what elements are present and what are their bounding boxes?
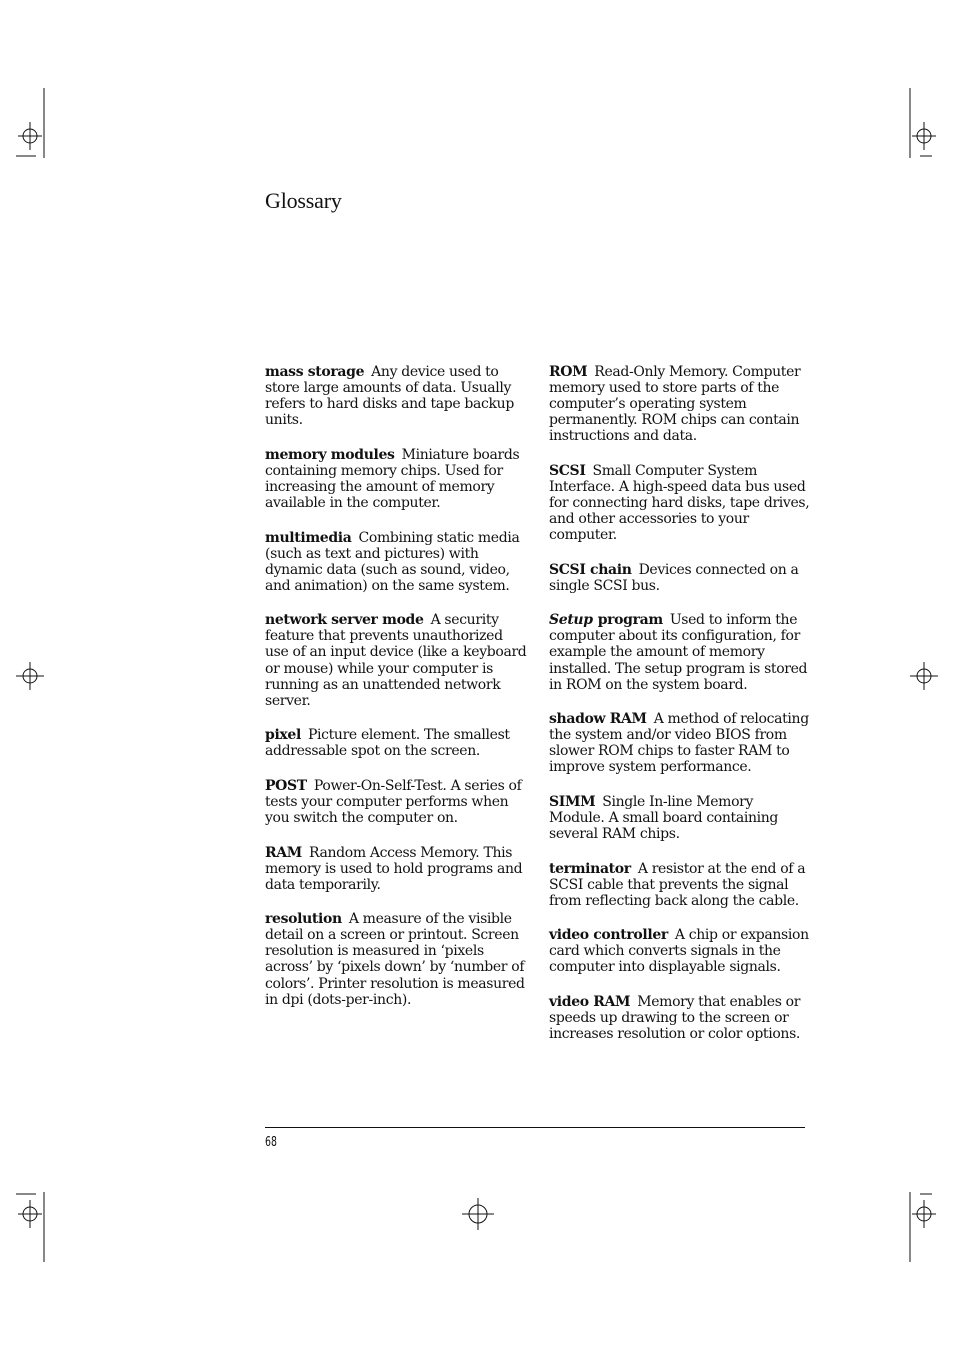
glossary-term: ROM [549, 364, 588, 380]
glossary-definition: Miniature boards containing memory chips. Used for increasing the amount of memory available in the computer. [265, 446, 520, 512]
glossary-definition: A measure of the visible detail on a screen or printout. Screen resolution is measured in ‘pixels across’ by ‘pixels down’ by ‘number of colors’. Printer resolution is measured in dpi (dots-per-inch). [265, 911, 525, 1008]
glossary-term: SIMM [549, 793, 596, 810]
glossary-term: network server mode [265, 612, 424, 629]
glossary-definition: Power-On-Self-Test. A series of tests your computer performs when you switch the computer on. [265, 777, 522, 827]
crop-mark-bottom-left [14, 1190, 54, 1264]
glossary-entry [549, 463, 811, 543]
glossary-entry [549, 794, 811, 842]
glossary-term: terminator [549, 860, 631, 877]
glossary-term: memory modules [265, 446, 395, 463]
glossary-entry [265, 364, 527, 428]
glossary-definition: A security feature that prevents unauthorized use of an input device (like a keyboard or mouse) while your computer is running as an unattended network server. [265, 612, 527, 709]
glossary-term: program [597, 612, 663, 629]
registration-mark-middle-left [14, 660, 46, 692]
crop-mark-top-left [14, 88, 54, 160]
glossary-term: shadow RAM [549, 711, 647, 728]
glossary-entry [265, 845, 527, 893]
glossary-entry [265, 727, 527, 759]
glossary-term-emphasis: Setup [549, 612, 593, 629]
glossary-entry [549, 612, 811, 692]
glossary-definition: A method of relocating the system and/or video BIOS from slower ROM chips to faster RAM to improve system performance. [549, 711, 809, 776]
glossary-definition: Single In-line Memory Module. A small board containing several RAM chips. [549, 793, 779, 843]
glossary-definition: Memory that enables or speeds up drawing to the screen or increases resolution or color options. [549, 993, 801, 1043]
glossary-entry [549, 927, 811, 975]
glossary-term: video controller [549, 927, 668, 944]
footer-divider [265, 1127, 805, 1128]
glossary-column-left [265, 364, 527, 1026]
glossary-entry [549, 364, 811, 444]
glossary-term: pixel [265, 727, 301, 744]
glossary-term: resolution [265, 911, 342, 928]
glossary-term: multimedia [265, 529, 352, 546]
glossary-definition: Picture element. The smallest addressable spot on the screen. [265, 727, 510, 760]
glossary-definition: Small Computer System Interface. A high-speed data bus used for connecting hard disks, tape drives, and other accessories to your computer. [549, 462, 810, 544]
crop-mark-top-right [902, 88, 942, 160]
glossary-definition: Read-Only Memory. Computer memory used to store parts of the computer’s operating system permanently. ROM chips can contain instructions and data. [549, 364, 801, 445]
glossary-entry [265, 778, 527, 826]
glossary-entry [549, 861, 811, 909]
glossary-entry [265, 447, 527, 511]
glossary-column-right [549, 364, 811, 1061]
glossary-definition: Used to inform the computer about its configuration, for example the amount of memory installed. The setup program is stored in ROM on the system board. [549, 612, 808, 693]
glossary-term: POST [265, 777, 307, 794]
glossary-definition: A chip or expansion card which converts signals in the computer into displayable signals. [549, 927, 809, 976]
glossary-term: mass storage [265, 364, 365, 380]
glossary-term: RAM [265, 844, 302, 861]
registration-mark-middle-right [908, 660, 940, 692]
page-number: 68 [265, 1135, 277, 1150]
glossary-definition: Combining static media (such as text and pictures) with dynamic data (such as sound, video, and animation) on the same system. [265, 529, 520, 594]
glossary-definition: Random Access Memory. This memory is used to hold programs and data temporarily. [265, 844, 523, 893]
glossary-entry [549, 562, 811, 594]
glossary-entry [265, 612, 527, 709]
glossary-definition: Devices connected on a single SCSI bus. [549, 561, 799, 594]
registration-mark-bottom-center [462, 1198, 494, 1230]
glossary-term: SCSI chain [549, 561, 632, 578]
glossary-entry [549, 711, 811, 775]
page-title: Glossary [265, 188, 342, 213]
glossary-term: SCSI [549, 462, 586, 479]
glossary-entry [265, 530, 527, 594]
glossary-term: video RAM [549, 993, 631, 1010]
glossary-entry [265, 911, 527, 1008]
glossary-definition: Any device used to store large amounts of data. Usually refers to hard disks and tape backup units. [265, 364, 514, 429]
glossary-entry [549, 994, 811, 1042]
glossary-definition: A resistor at the end of a SCSI cable that prevents the signal from reflecting back along the cable. [549, 860, 806, 909]
crop-mark-bottom-right [902, 1190, 942, 1264]
